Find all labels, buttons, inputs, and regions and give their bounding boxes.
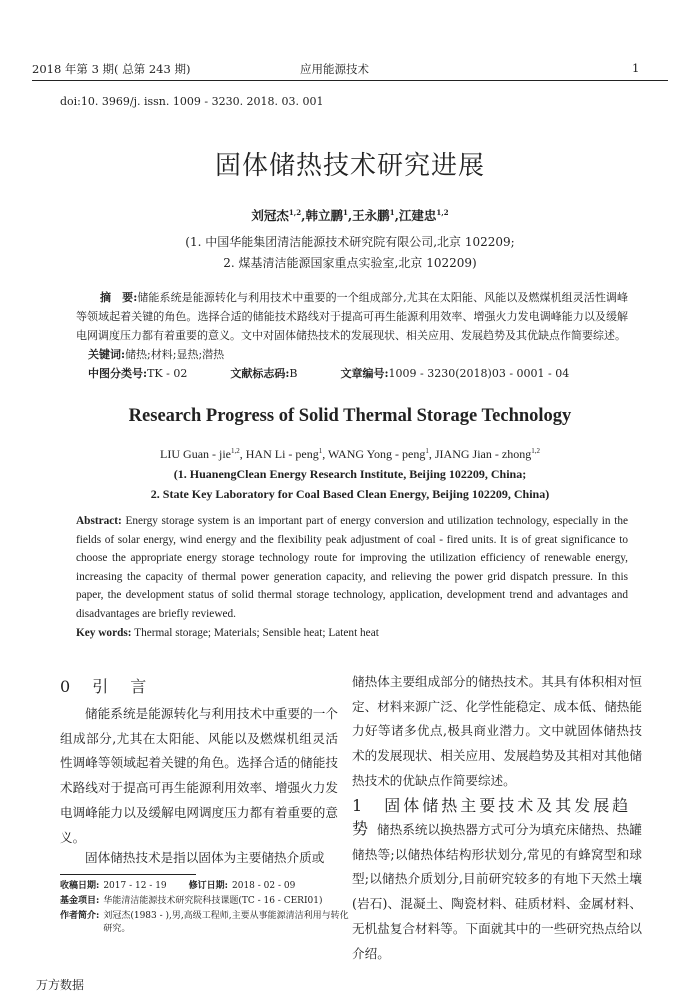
article-no-value: 1009 - 3230(2018)03 - 0001 - 04 bbox=[388, 367, 570, 380]
title-cn: 固体储热技术研究进展 bbox=[214, 151, 485, 181]
keywords-en-text: Thermal storage; Materials; Sensible heat; Latent heat bbox=[134, 626, 379, 639]
keywords-en bbox=[76, 624, 628, 643]
section-1-paragraph: 储热系统以换热器方式可分为填充床储热、热罐储热等;以储热体结构形状划分,常见的有蜂窝型和球型;以储热介质划分,目前研究较多的有地下天然土壤(岩石)、混凝土、陶瓷材料、硅质材料、金属材料、无机盐复合材料等。下面就其中的一些研究热点给以介绍。 bbox=[352, 822, 642, 961]
right-paragraph-continued: 储热体主要组成部分的储热技术。其具有体积相对恒定、材料来源广泛、化学性能稳定、成本低、储热能力好等诸多优点,极具商业潜力。文中就固体储热技术的发展现状、相关应用、发展趋势及其相对其他储热技术的优缺点作简要综述。 bbox=[352, 674, 642, 788]
section-0-title: 引 言 bbox=[92, 677, 150, 696]
intro-paragraph-2-start: 固体储热技术是指以固体为主要储热介质或 bbox=[85, 850, 325, 865]
keywords-cn-text: 储热;材料;显热;潜热 bbox=[125, 348, 225, 361]
classification-line bbox=[76, 364, 628, 383]
clc-label: 中图分类号: bbox=[88, 367, 148, 380]
affiliation-cn-2: 2. 煤基清洁能源国家重点实验室,北京 102209) bbox=[223, 256, 477, 270]
author-sup: 1,2 bbox=[436, 207, 449, 217]
author-sup: 1,2 bbox=[531, 447, 540, 455]
header-rule bbox=[32, 80, 668, 81]
article-no-label: 文章编号: bbox=[340, 367, 389, 380]
revised-date: 2018 - 02 - 09 bbox=[232, 881, 296, 891]
abstract-en bbox=[76, 512, 628, 642]
clc-value: TK - 02 bbox=[147, 367, 188, 380]
section-0-number: 0 bbox=[60, 677, 74, 696]
author-name: ,王永鹏 bbox=[347, 208, 390, 223]
author-sup: 1 bbox=[425, 447, 429, 455]
intro-paragraph-1: 储能系统是能源转化与利用技术中重要的一个组成部分,尤其在太阳能、风能以及燃煤机组灵活性调峰等领域起着关键的角色。选择合适的储能技术路线对于提高可再生能源利用效率、增强火力发电调峰能力以及缓解电网调度压力都有着重要的意义。 bbox=[60, 706, 338, 845]
abstract-cn-text: 储能系统是能源转化与利用技术中重要的一个组成部分,尤其在太阳能、风能以及燃煤机组灵活性调峰等领域起着关键的角色。选择合适的储能技术路线对于提高可再生能源利用效率、增强火力发电调峰能力以及缓解电网调度压力都有着重要的意义。文中对固体储热技术的发展现状、相关应用、发展趋势及其优缺点作简要综述。 bbox=[76, 291, 628, 342]
authors-en bbox=[0, 447, 700, 462]
author-sup: 1 bbox=[342, 207, 348, 217]
received-date: 2017 - 12 - 19 bbox=[103, 881, 167, 891]
doi: doi:10. 3969/j. issn. 1009 - 3230. 2018. 03. 001 bbox=[60, 95, 324, 108]
author-sup: 1,2 bbox=[231, 447, 240, 455]
doc-code-label: 文献标志码: bbox=[230, 367, 290, 380]
author-sup: 1,2 bbox=[288, 207, 302, 217]
author-name: LIU Guan - jie bbox=[160, 447, 232, 461]
abstract-cn-label: 摘 要: bbox=[100, 291, 138, 304]
footnote-dates bbox=[60, 880, 350, 893]
section-0-heading bbox=[60, 674, 338, 697]
watermark-text: 万方数据 bbox=[36, 978, 85, 992]
footnote-author bbox=[60, 910, 350, 936]
footnote-rule bbox=[60, 874, 196, 875]
section-1-title: 固体储热主要技术及其发展趋势 bbox=[352, 796, 632, 838]
fund-text: 华能清洁能源技术研究院科技课题(TC - 16 - CERI01) bbox=[103, 896, 323, 906]
affiliation-en-2: 2. State Key Laboratory for Coal Based Clean Energy, Beijing 102209, China) bbox=[150, 487, 550, 501]
received-label: 收稿日期: bbox=[60, 881, 100, 891]
footnotes bbox=[60, 880, 350, 936]
author-name: 刘冠杰 bbox=[251, 208, 289, 223]
affiliation-en-1: (1. HuanengClean Energy Research Institute, Beijing 102209, China; bbox=[173, 467, 527, 481]
author-name: ,韩立鹏 bbox=[301, 208, 343, 223]
author-name: ,江建忠 bbox=[394, 208, 437, 223]
author-bio-text: 刘冠杰(1983 - ),男,高级工程师,主要从事能源清洁利用与转化研究。 bbox=[103, 911, 349, 934]
author-name: , HAN Li - peng bbox=[239, 447, 319, 461]
author-name: , WANG Yong - peng bbox=[322, 447, 426, 461]
affiliation-cn-1: (1. 中国华能集团清洁能源技术研究院有限公司,北京 102209; bbox=[185, 235, 515, 249]
author-bio-label: 作者简介: bbox=[60, 911, 100, 921]
fund-label: 基金项目: bbox=[60, 896, 100, 906]
page-number: 1 bbox=[632, 61, 640, 75]
doc-code-value: B bbox=[289, 367, 298, 380]
journal-issue: 2018 年第 3 期( 总第 243 期) bbox=[32, 62, 191, 76]
journal-name: 应用能源技术 bbox=[300, 62, 369, 76]
keywords-cn-label: 关键词: bbox=[88, 348, 126, 361]
title-en: Research Progress of Solid Thermal Storage Technology bbox=[128, 406, 572, 426]
keywords-cn bbox=[76, 345, 628, 364]
revised-label: 修订日期: bbox=[188, 881, 228, 891]
abstract-en-label: Abstract: bbox=[76, 515, 122, 527]
author-sup: 1 bbox=[389, 207, 395, 217]
keywords-en-label: Key words: bbox=[76, 626, 132, 639]
section-1-number: 1 bbox=[352, 796, 366, 815]
author-name: , JIANG Jian - zhong bbox=[428, 447, 532, 461]
abstract-en-text: Energy storage system is an important part of energy conversion and utilization technology, especially in the fields of solar energy, wind energy and the flexibility peak adjustment of coal - fired units. It is of great significance to choose the appropriate energy storage technology route for improving the utilization efficiency of renewable energy, increasing the capacity of thermal power generation capacity, and relieving the power grid dispatch pressure. In this paper, the development status of solid thermal storage technology, application, development trend and advantages and disadvantages are briefly reviewed. bbox=[76, 515, 628, 620]
authors-cn bbox=[0, 206, 700, 224]
author-sup: 1 bbox=[318, 447, 323, 455]
abstract-cn bbox=[76, 288, 628, 383]
footnote-fund bbox=[60, 895, 350, 908]
